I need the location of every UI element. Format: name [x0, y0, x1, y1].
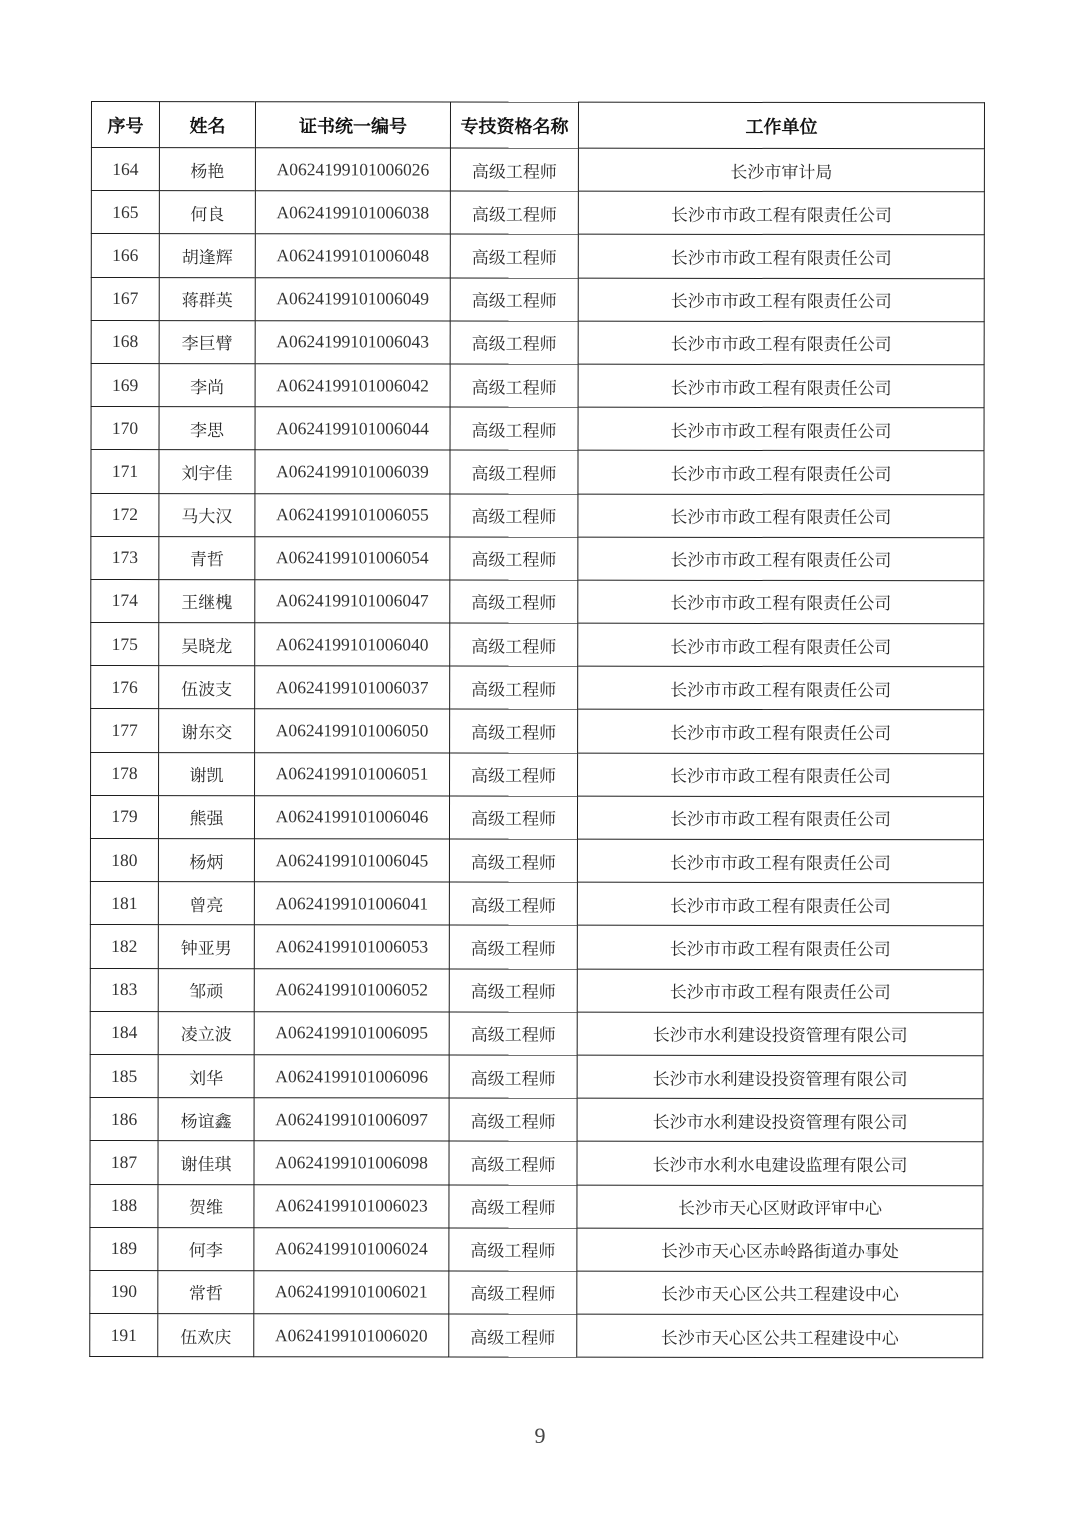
- cell-serial-number: 190: [90, 1270, 158, 1313]
- cell-work-unit: 长沙市水利建设投资管理有限公司: [577, 1055, 983, 1099]
- cell-qualification: 高级工程师: [450, 450, 578, 493]
- cell-qualification: 高级工程师: [450, 148, 578, 191]
- cell-serial-number: 182: [90, 925, 158, 968]
- table-row: [91, 320, 984, 364]
- cell-certificate-number: A0624199101006023: [254, 1184, 449, 1227]
- cell-work-unit: 长沙市水利建设投资管理有限公司: [577, 1098, 983, 1142]
- cell-name: 钟亚男: [158, 925, 254, 968]
- cell-serial-number: 183: [90, 968, 158, 1011]
- cell-certificate-number: A0624199101006055: [255, 493, 450, 536]
- cell-work-unit: 长沙市市政工程有限责任公司: [578, 580, 984, 624]
- cell-name: 常哲: [158, 1270, 254, 1313]
- cell-serial-number: 168: [91, 320, 159, 363]
- cell-serial-number: 188: [90, 1184, 158, 1227]
- cell-work-unit: 长沙市市政工程有限责任公司: [578, 450, 984, 494]
- cell-qualification: 高级工程师: [449, 1012, 577, 1055]
- cell-serial-number: 167: [91, 277, 159, 320]
- cell-serial-number: 187: [90, 1141, 158, 1184]
- cell-qualification: 高级工程师: [449, 839, 577, 882]
- cell-work-unit: 长沙市市政工程有限责任公司: [577, 926, 983, 970]
- cell-certificate-number: A0624199101006042: [255, 364, 450, 407]
- cell-name: 青哲: [159, 536, 255, 579]
- cell-name: 刘华: [158, 1055, 254, 1098]
- cell-work-unit: 长沙市市政工程有限责任公司: [578, 753, 984, 797]
- table-body: [90, 148, 985, 1358]
- cell-name: 伍波支: [159, 666, 255, 709]
- cell-qualification: 高级工程师: [450, 407, 578, 450]
- table-row: [91, 277, 984, 321]
- cell-work-unit: 长沙市天心区赤岭路街道办事处: [577, 1228, 983, 1272]
- cell-name: 杨炳: [158, 839, 254, 882]
- cell-serial-number: 175: [91, 623, 159, 666]
- table-row: [90, 1054, 983, 1098]
- cell-name: 刘宇佳: [159, 450, 255, 493]
- cell-serial-number: 169: [91, 363, 159, 406]
- cell-work-unit: 长沙市市政工程有限责任公司: [578, 235, 984, 279]
- cell-work-unit: 长沙市市政工程有限责任公司: [578, 623, 984, 667]
- cell-certificate-number: A0624199101006021: [254, 1271, 449, 1314]
- cell-certificate-number: A0624199101006053: [254, 925, 449, 968]
- cell-serial-number: 179: [90, 795, 158, 838]
- cell-serial-number: 174: [91, 579, 159, 622]
- cell-qualification: 高级工程师: [449, 796, 577, 839]
- cell-certificate-number: A0624199101006037: [255, 666, 450, 709]
- cell-certificate-number: A0624199101006096: [254, 1055, 449, 1098]
- cell-serial-number: 164: [91, 148, 159, 191]
- cell-name: 蒋群英: [159, 277, 255, 320]
- table-row: [90, 968, 983, 1012]
- cell-serial-number: 180: [90, 839, 158, 882]
- cell-qualification: 高级工程师: [450, 537, 578, 580]
- cell-name: 邹顽: [158, 968, 254, 1011]
- cell-serial-number: 173: [91, 536, 159, 579]
- cell-qualification: 高级工程师: [449, 1185, 577, 1228]
- header-name: 姓名: [159, 102, 255, 148]
- cell-work-unit: 长沙市市政工程有限责任公司: [578, 364, 984, 408]
- table-row: [90, 1227, 983, 1271]
- cell-work-unit: 长沙市市政工程有限责任公司: [577, 882, 983, 926]
- cell-certificate-number: A0624199101006049: [255, 277, 450, 320]
- table-row: [91, 579, 984, 623]
- table-row: [90, 795, 983, 839]
- cell-name: 王继槐: [159, 579, 255, 622]
- table-row: [91, 363, 984, 407]
- table-row: [91, 752, 984, 796]
- header-certificate-number: 证书统一编号: [255, 102, 450, 148]
- header-work-unit: 工作单位: [578, 102, 984, 149]
- cell-certificate-number: A0624199101006039: [255, 450, 450, 493]
- cell-serial-number: 171: [91, 450, 159, 493]
- cell-work-unit: 长沙市水利建设投资管理有限公司: [577, 1012, 983, 1056]
- cell-serial-number: 185: [90, 1054, 158, 1097]
- cell-work-unit: 长沙市天心区公共工程建设中心: [577, 1314, 983, 1358]
- cell-qualification: 高级工程师: [450, 234, 578, 277]
- cell-name: 李尚: [159, 364, 255, 407]
- cell-qualification: 高级工程师: [449, 1271, 577, 1314]
- cell-qualification: 高级工程师: [450, 494, 578, 537]
- cell-certificate-number: A0624199101006097: [254, 1098, 449, 1141]
- table-row: [91, 450, 984, 494]
- cell-certificate-number: A0624199101006026: [255, 148, 450, 191]
- cell-serial-number: 172: [91, 493, 159, 536]
- cell-work-unit: 长沙市市政工程有限责任公司: [578, 407, 984, 451]
- cell-certificate-number: A0624199101006095: [254, 1011, 449, 1054]
- cell-qualification: 高级工程师: [449, 969, 577, 1012]
- table-row: [91, 148, 984, 192]
- cell-certificate-number: A0624199101006045: [254, 839, 449, 882]
- table-row: [91, 623, 984, 667]
- cell-certificate-number: A0624199101006046: [254, 796, 449, 839]
- cell-certificate-number: A0624199101006040: [255, 623, 450, 666]
- cell-qualification: 高级工程师: [450, 623, 578, 666]
- header-qualification: 专技资格名称: [450, 102, 578, 148]
- table-row: [90, 925, 983, 969]
- page-number: 9: [534, 1423, 546, 1448]
- cell-serial-number: 191: [90, 1314, 158, 1357]
- cell-qualification: 高级工程师: [449, 1228, 577, 1271]
- cell-name: 谢东交: [159, 709, 255, 752]
- cell-serial-number: 184: [90, 1011, 158, 1054]
- cell-qualification: 高级工程师: [450, 278, 578, 321]
- cell-name: 李巨臂: [159, 320, 255, 363]
- cell-serial-number: 186: [90, 1098, 158, 1141]
- cell-serial-number: 178: [91, 752, 159, 795]
- cell-serial-number: 176: [91, 666, 159, 709]
- table-row: [91, 666, 984, 710]
- cell-qualification: 高级工程师: [450, 364, 578, 407]
- cell-certificate-number: A0624199101006038: [255, 191, 450, 234]
- table-row: [90, 839, 983, 883]
- cell-qualification: 高级工程师: [450, 580, 578, 623]
- cell-work-unit: 长沙市市政工程有限责任公司: [578, 191, 984, 235]
- cell-qualification: 高级工程师: [449, 925, 577, 968]
- cell-work-unit: 长沙市市政工程有限责任公司: [578, 494, 984, 538]
- cell-qualification: 高级工程师: [449, 1055, 577, 1098]
- table-row: [90, 1314, 983, 1358]
- table-row: [90, 1270, 983, 1314]
- table-header-row: [91, 102, 984, 149]
- cell-work-unit: 长沙市水利水电建设监理有限公司: [577, 1141, 983, 1185]
- cell-name: 凌立波: [158, 1011, 254, 1054]
- cell-work-unit: 长沙市市政工程有限责任公司: [577, 796, 983, 840]
- cell-name: 熊强: [158, 795, 254, 838]
- cell-certificate-number: A0624199101006044: [255, 407, 450, 450]
- cell-name: 曾亮: [158, 882, 254, 925]
- table-row: [90, 1184, 983, 1228]
- cell-certificate-number: A0624199101006043: [255, 320, 450, 363]
- cell-qualification: 高级工程师: [450, 753, 578, 796]
- cell-qualification: 高级工程师: [450, 191, 578, 234]
- cell-name: 贺维: [158, 1184, 254, 1227]
- cell-work-unit: 长沙市审计局: [578, 148, 984, 192]
- table-row: [91, 191, 984, 235]
- header-serial-number: 序号: [91, 102, 159, 148]
- table-row: [91, 536, 984, 580]
- cell-name: 何良: [159, 191, 255, 234]
- cell-serial-number: 165: [91, 191, 159, 234]
- cell-serial-number: 189: [90, 1227, 158, 1270]
- table-row: [90, 1141, 983, 1185]
- cell-certificate-number: A0624199101006024: [254, 1227, 449, 1270]
- cell-name: 吴晓龙: [159, 623, 255, 666]
- table-row: [91, 234, 984, 278]
- table-row: [90, 1098, 983, 1142]
- cell-name: 胡逢辉: [159, 234, 255, 277]
- table-row: [91, 407, 984, 451]
- cell-work-unit: 长沙市市政工程有限责任公司: [577, 969, 983, 1013]
- cell-work-unit: 长沙市市政工程有限责任公司: [578, 537, 984, 581]
- cell-qualification: 高级工程师: [449, 882, 577, 925]
- cell-qualification: 高级工程师: [450, 321, 578, 364]
- cell-name: 谢佳琪: [158, 1141, 254, 1184]
- cell-name: 杨谊鑫: [158, 1098, 254, 1141]
- cell-certificate-number: A0624199101006098: [254, 1141, 449, 1184]
- cell-work-unit: 长沙市市政工程有限责任公司: [578, 710, 984, 754]
- cell-name: 马大汉: [159, 493, 255, 536]
- cell-work-unit: 长沙市市政工程有限责任公司: [578, 278, 984, 322]
- cell-qualification: 高级工程师: [449, 1314, 577, 1357]
- cell-work-unit: 长沙市市政工程有限责任公司: [578, 666, 984, 710]
- cell-certificate-number: A0624199101006020: [254, 1314, 449, 1357]
- cell-qualification: 高级工程师: [450, 666, 578, 709]
- cell-serial-number: 166: [91, 234, 159, 277]
- cell-certificate-number: A0624199101006047: [255, 580, 450, 623]
- cell-name: 李思: [159, 407, 255, 450]
- cell-name: 何李: [158, 1227, 254, 1270]
- cell-serial-number: 177: [91, 709, 159, 752]
- table-row: [90, 1011, 983, 1055]
- cell-work-unit: 长沙市天心区财政评审中心: [577, 1185, 983, 1229]
- cell-certificate-number: A0624199101006052: [254, 968, 449, 1011]
- cell-name: 谢凯: [159, 752, 255, 795]
- cell-name: 伍欢庆: [158, 1314, 254, 1357]
- cell-certificate-number: A0624199101006051: [255, 752, 450, 795]
- cell-certificate-number: A0624199101006048: [255, 234, 450, 277]
- cell-work-unit: 长沙市市政工程有限责任公司: [578, 321, 984, 365]
- table-row: [91, 709, 984, 753]
- cell-qualification: 高级工程师: [450, 709, 578, 752]
- cell-serial-number: 181: [90, 882, 158, 925]
- cell-certificate-number: A0624199101006050: [255, 709, 450, 752]
- cell-qualification: 高级工程师: [449, 1141, 577, 1184]
- cell-work-unit: 长沙市天心区公共工程建设中心: [577, 1271, 983, 1315]
- cell-work-unit: 长沙市市政工程有限责任公司: [577, 839, 983, 883]
- table-row: [91, 493, 984, 537]
- cell-qualification: 高级工程师: [449, 1098, 577, 1141]
- cell-name: 杨艳: [159, 148, 255, 191]
- table-row: [90, 882, 983, 926]
- cell-serial-number: 170: [91, 407, 159, 450]
- cell-certificate-number: A0624199101006041: [254, 882, 449, 925]
- cell-certificate-number: A0624199101006054: [255, 536, 450, 579]
- personnel-table: [89, 101, 985, 1358]
